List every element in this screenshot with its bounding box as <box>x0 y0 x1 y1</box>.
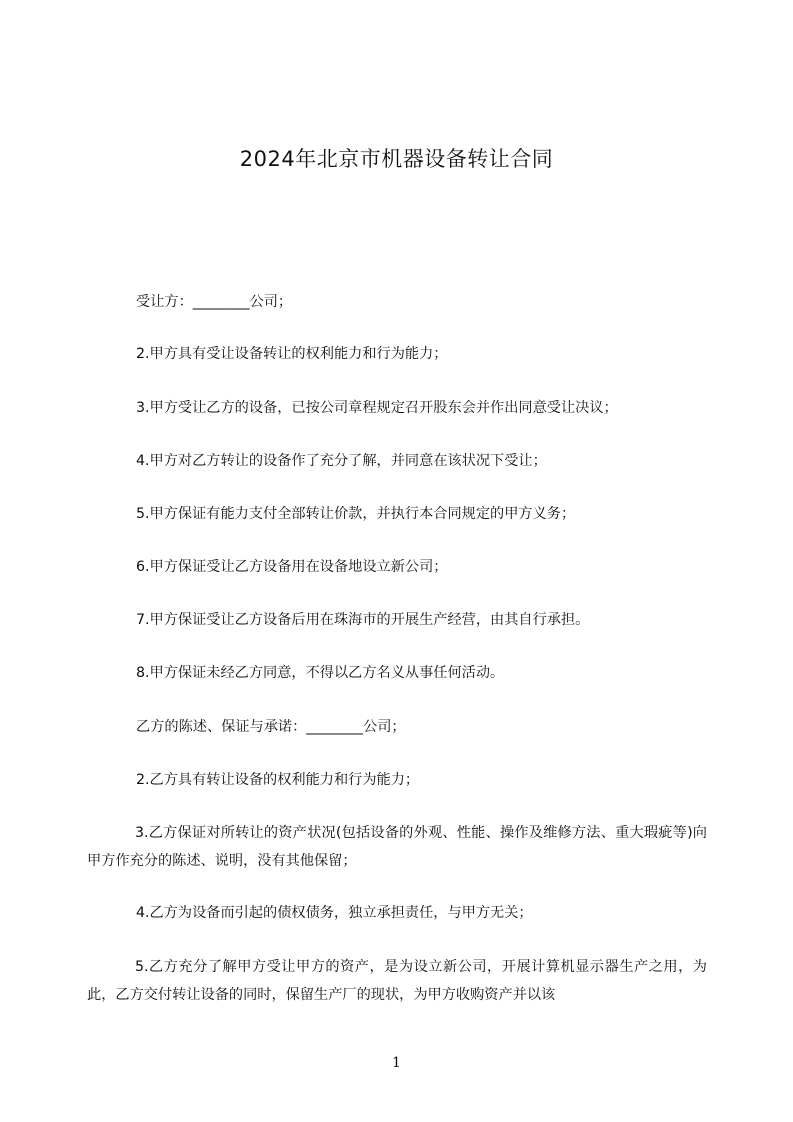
document-title: 2024年北京市机器设备转让合同 <box>239 147 554 171</box>
paragraph-b-4: 4.乙方为设备而引起的债权债务，独立承担责任，与甲方无关； <box>136 905 533 921</box>
paragraph-a-5: 5.甲方保证有能力支付全部转让价款，并执行本合同规定的甲方义务； <box>136 506 576 522</box>
paragraph-a-3: 3.甲方受让乙方的设备，已按公司章程规定召开股东会并作出同意受让决议； <box>136 400 618 416</box>
paragraph-a-8: 8.甲方保证未经乙方同意，不得以乙方名义从事任何活动。 <box>136 665 505 681</box>
page-number: 1 <box>392 1055 401 1071</box>
paragraph-b-3: 3.乙方保证对所转让的资产状况(包括设备的外观、性能、操作及维修方法、重大瑕疵等)向甲方作充分的陈述、说明，没有其他保留； <box>87 825 707 869</box>
paragraph-a-7: 7.甲方保证受让乙方设备后用在珠海市的开展生产经营，由其自行承担。 <box>136 612 590 628</box>
paragraph-a-4: 4.甲方对乙方转让的设备作了充分了解，并同意在该状况下受让； <box>136 453 547 469</box>
paragraph-b-2: 2.乙方具有转让设备的权利能力和行为能力； <box>136 772 420 788</box>
paragraph-assignee: 受让方：________公司； <box>136 294 293 310</box>
paragraph-b-5: 5.乙方充分了解甲方受让甲方的资产，是为设立新公司，开展计算机显示器生产之用，为此，乙方交付转让设备的同时，保留生产厂的现状，为甲方收购资产并以该 <box>87 959 707 1003</box>
paragraph-a-6: 6.甲方保证受让乙方设备用在设备地设立新公司； <box>136 559 448 575</box>
paragraph-a-2: 2.甲方具有受让设备转让的权利能力和行为能力； <box>136 346 448 362</box>
paragraph-b-heading: 乙方的陈述、保证与承诺：________公司； <box>136 719 406 735</box>
